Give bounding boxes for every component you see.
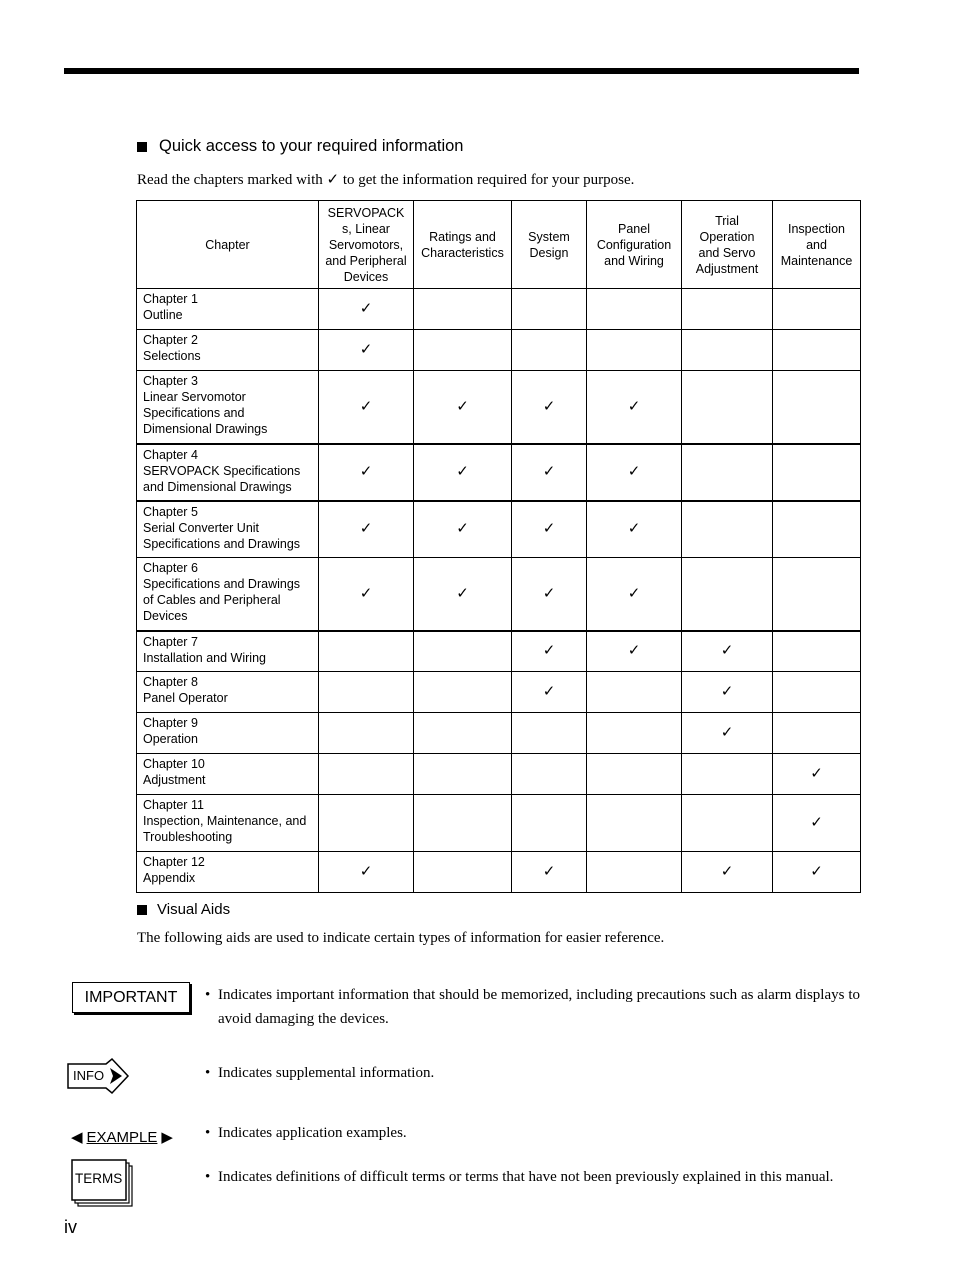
check-cell xyxy=(682,289,773,330)
bullet-dot: • xyxy=(205,987,211,1003)
check-cell xyxy=(682,631,773,672)
check-cell xyxy=(773,672,861,713)
check-cell xyxy=(414,558,512,631)
chapter-line: Panel Operator xyxy=(143,691,228,705)
column-header-line: Configuration xyxy=(596,237,672,252)
check-mark-icon: ✓ xyxy=(542,683,556,700)
check-cell xyxy=(319,631,414,672)
chapter-cell xyxy=(137,795,319,852)
terms-icon xyxy=(70,1158,134,1208)
terms-description xyxy=(205,1165,860,1189)
table-header-row xyxy=(137,201,861,289)
check-mark-icon: ✓ xyxy=(456,584,469,602)
table-row xyxy=(137,852,861,893)
square-bullet-icon xyxy=(137,905,147,915)
column-header xyxy=(137,201,319,289)
check-cell xyxy=(587,754,682,795)
check-cell xyxy=(414,330,512,371)
check-cell xyxy=(773,754,861,795)
check-mark-icon: ✓ xyxy=(359,584,373,602)
check-cell xyxy=(682,713,773,754)
check-cell xyxy=(319,330,414,371)
example-description xyxy=(205,1121,860,1145)
check-cell xyxy=(773,371,861,444)
column-header-line: Adjustment xyxy=(695,261,759,276)
chapter-cell xyxy=(137,289,319,330)
chapter-line: Chapter 1 xyxy=(143,292,198,306)
check-cell xyxy=(512,289,587,330)
visual-aids-intro: The following aids are used to indicate certain types of information for easier reference. xyxy=(137,930,665,946)
table-row xyxy=(137,289,861,330)
check-mark-icon: ✓ xyxy=(359,463,373,480)
check-cell xyxy=(682,795,773,852)
chapter-line: Chapter 6 xyxy=(143,561,198,575)
column-header-line: and Servo xyxy=(698,245,756,260)
important-text: Indicates important information that should be memorized, including precautions such as alarm displays to avoid damaging the devices. xyxy=(218,987,860,1027)
check-cell xyxy=(773,444,861,501)
check-cell xyxy=(414,852,512,893)
chapter-line: Dimensional Drawings xyxy=(143,422,268,436)
chapter-line: and Dimensional Drawings xyxy=(143,479,292,494)
check-mark-icon: ✓ xyxy=(456,463,469,480)
info-label: INFO xyxy=(73,1068,105,1083)
chapter-cell xyxy=(137,330,319,371)
check-cell xyxy=(319,795,414,852)
check-cell xyxy=(414,631,512,672)
chapter-line: Appendix xyxy=(143,871,196,885)
check-cell xyxy=(414,289,512,330)
chapter-line: Chapter 9 xyxy=(143,716,198,730)
terms-label: TERMS xyxy=(75,1171,123,1186)
check-cell xyxy=(512,754,587,795)
bullet-dot: • xyxy=(205,1169,211,1185)
chapter-line: Adjustment xyxy=(143,773,206,787)
chapter-line: Chapter 7 xyxy=(143,634,198,649)
quick-access-heading xyxy=(137,137,463,156)
check-mark-icon: ✓ xyxy=(542,397,556,415)
column-header-line: Trial xyxy=(715,213,739,228)
chapter-line: Specifications and Drawings xyxy=(143,536,301,551)
column-header-line: Ratings and xyxy=(429,229,496,244)
check-cell xyxy=(512,444,587,501)
check-cell xyxy=(773,330,861,371)
left-arrow-icon: ◀ xyxy=(71,1129,83,1146)
check-cell xyxy=(773,501,861,558)
chapter-line: SERVOPACK Specifications xyxy=(143,463,301,478)
check-cell xyxy=(773,795,861,852)
check-mark-icon: ✓ xyxy=(810,863,823,880)
chapter-cell xyxy=(137,713,319,754)
check-mark-icon: ✓ xyxy=(627,520,641,538)
check-cell xyxy=(414,371,512,444)
important-icon: IMPORTANT xyxy=(72,982,190,1013)
chapter-matrix-table xyxy=(136,200,861,893)
chapter-line: Chapter 5 xyxy=(143,504,198,519)
check-cell xyxy=(587,444,682,501)
column-header xyxy=(682,201,773,289)
column-header-line: and Peripheral xyxy=(325,253,407,268)
chapter-line: Selections xyxy=(143,349,201,363)
check-cell xyxy=(414,713,512,754)
check-cell xyxy=(682,371,773,444)
check-cell xyxy=(512,371,587,444)
important-description xyxy=(205,983,860,1031)
column-header-line: Maintenance xyxy=(780,253,853,268)
check-cell xyxy=(682,330,773,371)
column-header xyxy=(319,201,414,289)
table-row xyxy=(137,754,861,795)
column-header-line: SERVOPACK xyxy=(327,205,405,220)
check-cell xyxy=(587,501,682,558)
chapter-cell xyxy=(137,371,319,444)
chapter-line: Operation xyxy=(143,732,198,746)
check-cell xyxy=(319,501,414,558)
chapter-cell xyxy=(137,631,319,672)
check-cell xyxy=(682,444,773,501)
check-cell xyxy=(682,852,773,893)
check-mark-icon: ✓ xyxy=(359,863,373,880)
check-cell xyxy=(512,631,587,672)
check-cell xyxy=(319,289,414,330)
check-mark-icon: ✓ xyxy=(720,863,734,880)
check-cell xyxy=(587,713,682,754)
check-cell xyxy=(512,852,587,893)
top-rule xyxy=(64,68,859,74)
check-cell xyxy=(773,852,861,893)
chapter-line: Chapter 2 xyxy=(143,333,198,347)
check-cell xyxy=(587,852,682,893)
chapter-line: Installation and Wiring xyxy=(143,650,266,665)
chapter-line: Chapter 8 xyxy=(143,675,198,689)
column-header-line: Inspection xyxy=(788,221,845,236)
visual-aids-heading-text: Visual Aids xyxy=(157,901,231,918)
check-cell xyxy=(319,852,414,893)
table-row xyxy=(137,795,861,852)
bullet-dot: • xyxy=(205,1065,211,1081)
table-row xyxy=(137,501,861,558)
check-cell xyxy=(773,631,861,672)
check-mark-icon: ✓ xyxy=(359,520,373,538)
check-mark-icon: ✓ xyxy=(542,642,556,660)
check-mark-icon: ✓ xyxy=(542,520,556,538)
column-header-line: Servomotors, xyxy=(328,237,404,252)
check-cell xyxy=(414,672,512,713)
column-header-line: and xyxy=(806,237,827,252)
check-cell xyxy=(512,672,587,713)
check-mark-icon: ✓ xyxy=(810,814,823,831)
table-row xyxy=(137,631,861,672)
check-mark-icon: ✓ xyxy=(720,642,734,660)
check-cell xyxy=(512,713,587,754)
check-mark-icon: ✓ xyxy=(627,642,641,660)
info-text: Indicates supplemental information. xyxy=(218,1065,435,1081)
check-cell xyxy=(319,371,414,444)
info-description xyxy=(205,1061,860,1085)
check-cell xyxy=(682,672,773,713)
chapter-cell xyxy=(137,672,319,713)
check-mark-icon: ✓ xyxy=(456,397,469,415)
chapter-line: Outline xyxy=(143,308,183,322)
check-mark-icon: ✓ xyxy=(359,300,373,317)
square-bullet-icon xyxy=(137,142,147,152)
check-mark-icon: ✓ xyxy=(720,683,734,700)
chapter-cell xyxy=(137,444,319,501)
chapter-line: Chapter 10 xyxy=(143,757,205,771)
check-cell xyxy=(587,795,682,852)
check-cell xyxy=(773,558,861,631)
column-header xyxy=(414,201,512,289)
check-mark-icon: ✓ xyxy=(627,463,641,480)
check-cell xyxy=(587,631,682,672)
check-cell xyxy=(682,558,773,631)
info-icon xyxy=(66,1056,132,1096)
terms-text: Indicates definitions of difficult terms or terms that have not been previously explained in this manual. xyxy=(218,1169,834,1185)
check-mark-icon: ✓ xyxy=(542,863,556,880)
check-cell xyxy=(319,444,414,501)
check-cell xyxy=(512,795,587,852)
check-cell xyxy=(512,330,587,371)
check-cell xyxy=(512,558,587,631)
check-cell xyxy=(414,754,512,795)
chapter-line: Chapter 3 xyxy=(143,374,198,388)
column-header xyxy=(512,201,587,289)
check-cell xyxy=(319,754,414,795)
column-header-line: System xyxy=(528,229,570,244)
column-header-line: Chapter xyxy=(205,237,250,252)
page-number: iv xyxy=(64,1217,77,1237)
column-header-line: Devices xyxy=(343,269,389,284)
column-header-line: Characteristics xyxy=(421,245,504,260)
chapter-cell xyxy=(137,558,319,631)
check-mark-icon: ✓ xyxy=(627,397,641,415)
table-row xyxy=(137,713,861,754)
example-text: Indicates application examples. xyxy=(218,1125,407,1141)
bullet-dot: • xyxy=(205,1125,211,1141)
example-label: EXAMPLE xyxy=(86,1129,158,1146)
table-row xyxy=(137,330,861,371)
check-cell xyxy=(773,289,861,330)
column-header-line: Panel xyxy=(618,221,650,236)
table-row xyxy=(137,558,861,631)
table-row xyxy=(137,672,861,713)
chapter-line: Inspection, Maintenance, and xyxy=(143,814,307,828)
column-header-line: Design xyxy=(529,245,569,260)
check-mark-icon: ✓ xyxy=(359,341,373,358)
column-header xyxy=(587,201,682,289)
quick-access-heading-text: Quick access to your required information xyxy=(159,137,464,155)
chapter-cell xyxy=(137,754,319,795)
table-row xyxy=(137,371,861,444)
quick-access-intro: Read the chapters marked with ✓ to get the information required for your purpose. xyxy=(137,172,635,188)
chapter-line: Troubleshooting xyxy=(143,830,233,844)
column-header-line: Operation xyxy=(699,229,755,244)
check-cell xyxy=(512,501,587,558)
check-cell xyxy=(319,558,414,631)
right-arrow-icon: ▶ xyxy=(161,1129,173,1146)
chapter-line: Devices xyxy=(143,609,188,623)
check-mark-icon: ✓ xyxy=(720,724,734,741)
check-mark-icon: ✓ xyxy=(359,397,373,415)
chapter-line: Chapter 4 xyxy=(143,447,198,462)
check-cell xyxy=(319,672,414,713)
check-cell xyxy=(587,672,682,713)
column-header xyxy=(773,201,861,289)
chapter-line: Specifications and Drawings xyxy=(143,577,301,591)
chapter-cell xyxy=(137,852,319,893)
table-row xyxy=(137,444,861,501)
check-cell xyxy=(319,713,414,754)
check-cell xyxy=(587,330,682,371)
check-cell xyxy=(414,444,512,501)
check-cell xyxy=(587,289,682,330)
chapter-line: Chapter 11 xyxy=(143,798,204,812)
check-cell xyxy=(414,501,512,558)
check-mark-icon: ✓ xyxy=(542,584,556,602)
chapter-line: Linear Servomotor xyxy=(143,390,246,404)
check-cell xyxy=(682,754,773,795)
example-icon xyxy=(71,1128,173,1146)
check-mark-icon: ✓ xyxy=(542,463,556,480)
chapter-cell xyxy=(137,501,319,558)
check-cell xyxy=(587,371,682,444)
check-cell xyxy=(773,713,861,754)
check-mark-icon: ✓ xyxy=(810,765,823,782)
check-cell xyxy=(414,795,512,852)
chapter-line: Serial Converter Unit xyxy=(143,520,260,535)
check-cell xyxy=(587,558,682,631)
check-cell xyxy=(682,501,773,558)
column-header-line: s, Linear xyxy=(342,221,390,236)
visual-aids-heading xyxy=(137,901,230,918)
check-mark-icon: ✓ xyxy=(456,520,469,538)
chapter-line: Chapter 12 xyxy=(143,855,205,869)
check-mark-icon: ✓ xyxy=(627,584,641,602)
chapter-line: of Cables and Peripheral xyxy=(143,593,281,607)
column-header-line: and Wiring xyxy=(604,253,664,268)
chapter-line: Specifications and xyxy=(143,406,245,420)
